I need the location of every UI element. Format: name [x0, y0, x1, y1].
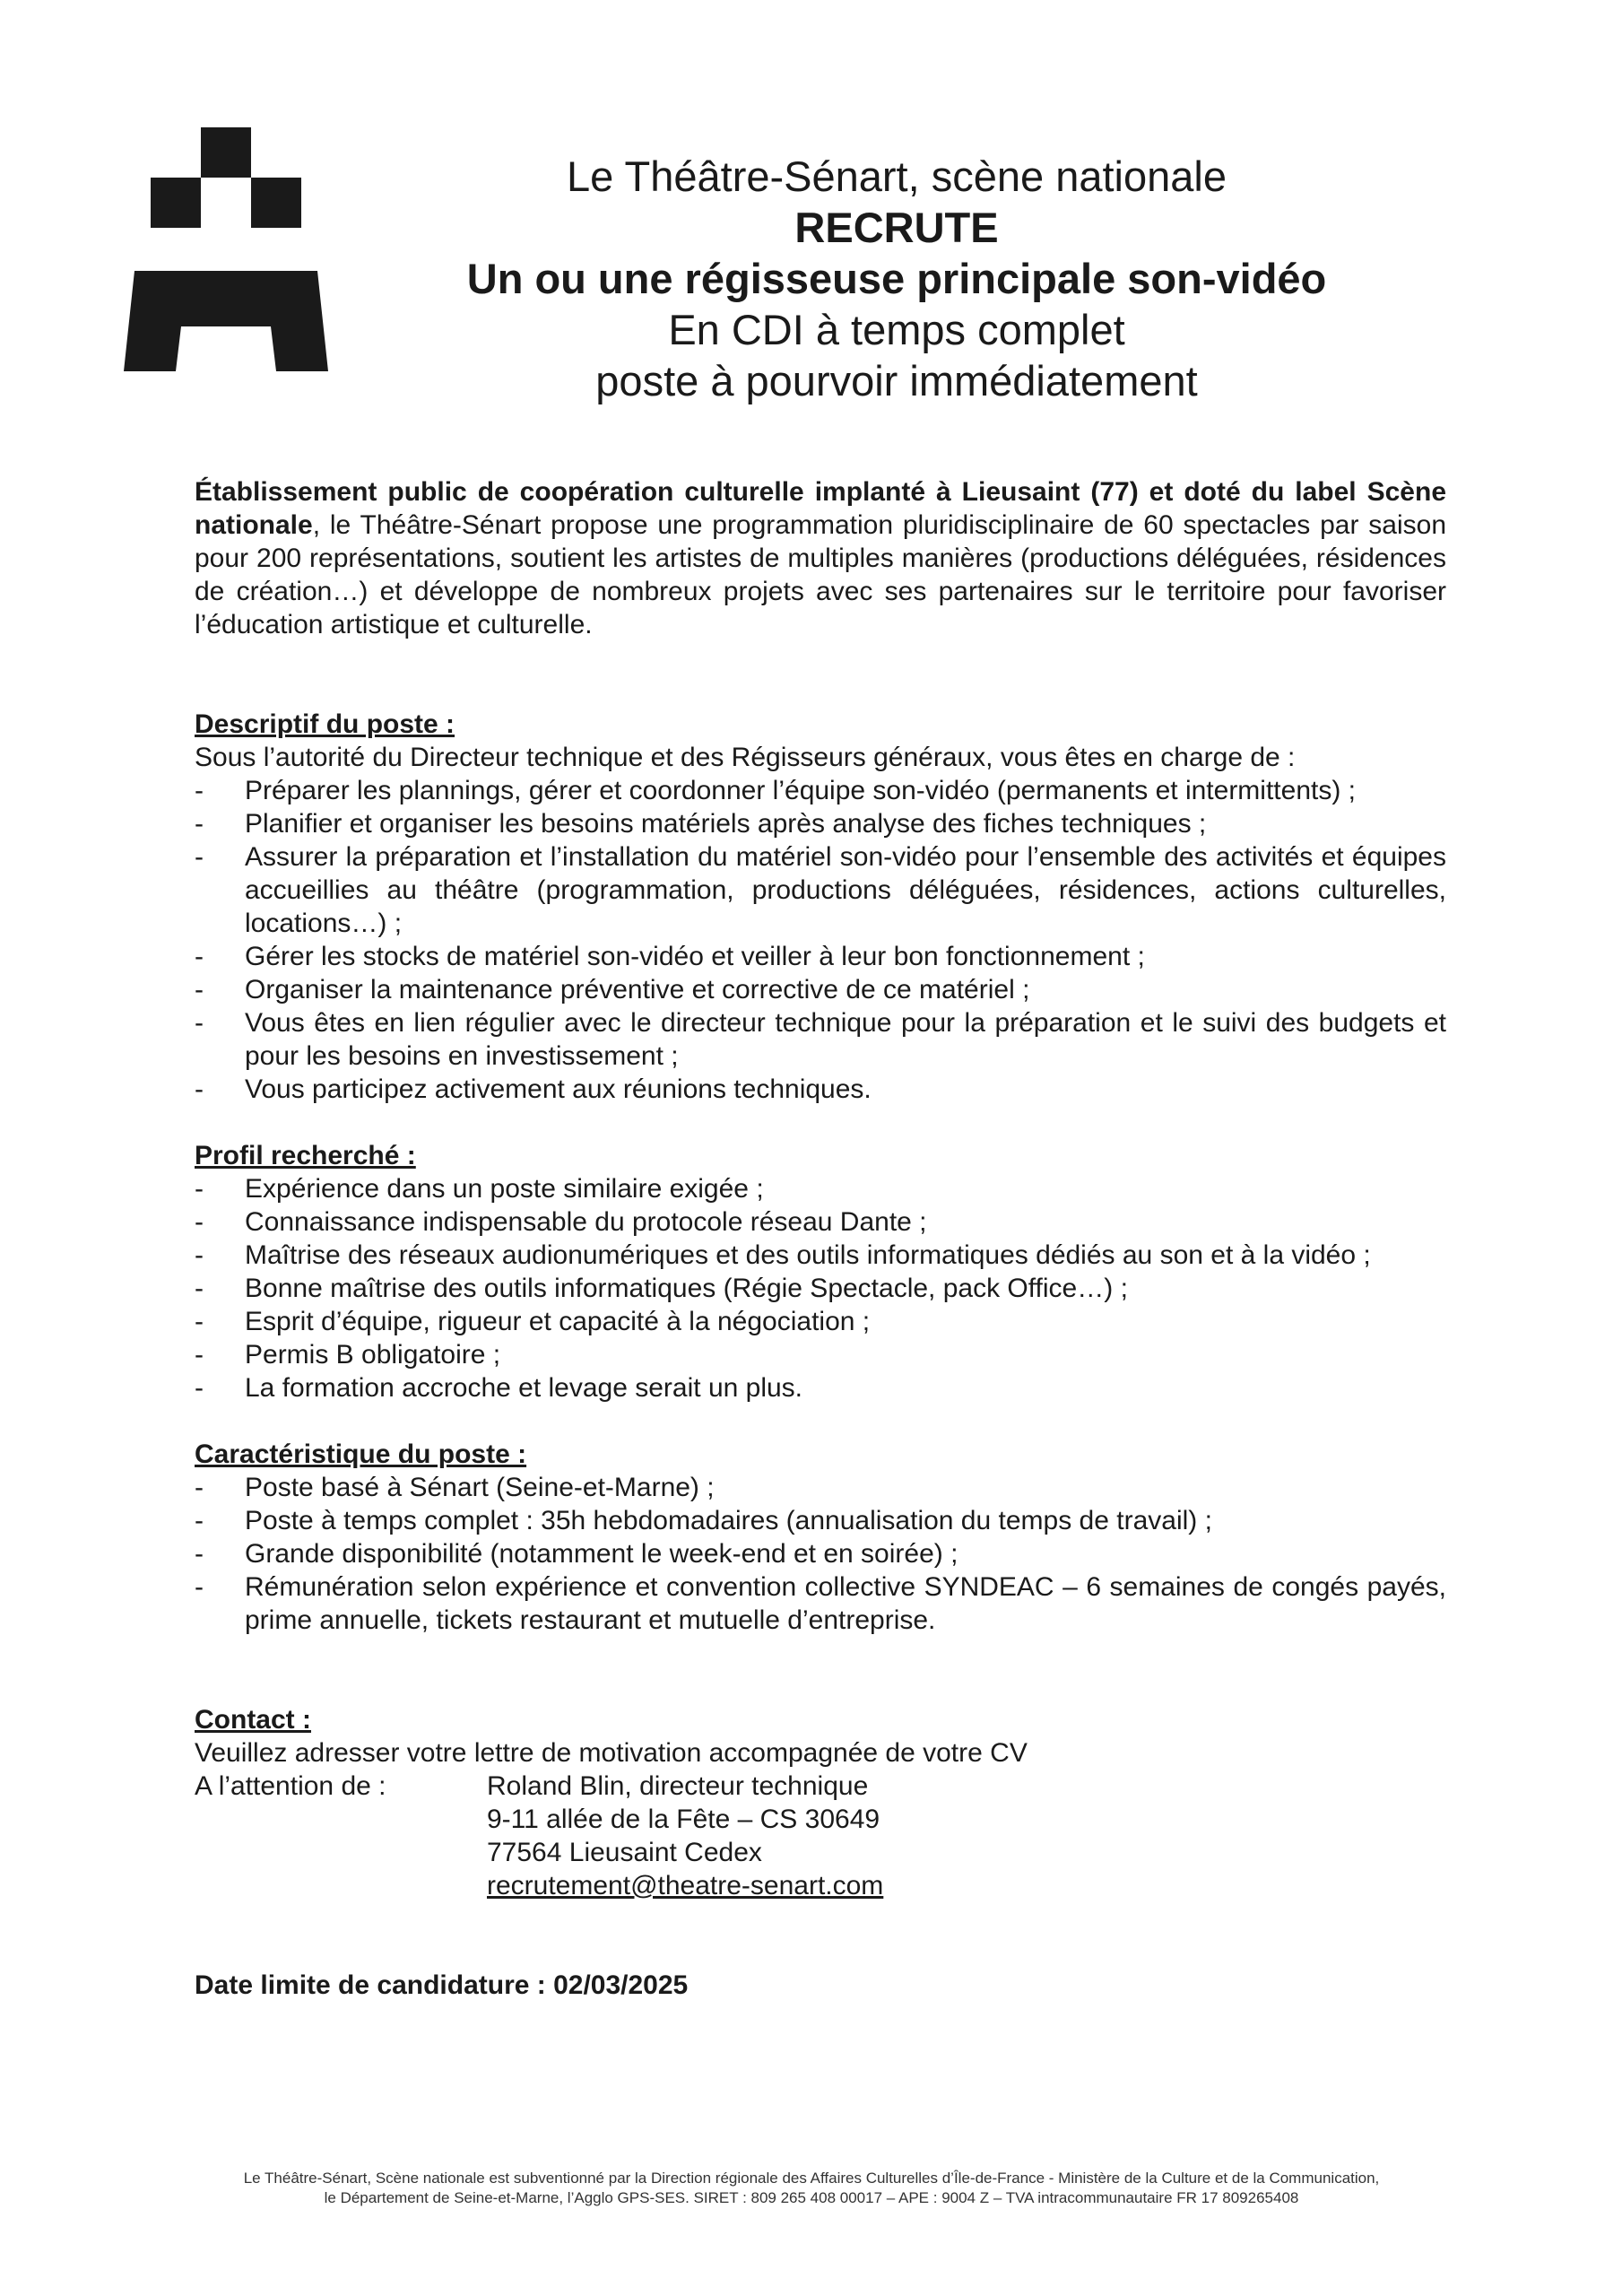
- list-item: - Poste basé à Sénart (Seine-et-Marne) ;: [195, 1471, 1446, 1504]
- contact-name: Roland Blin, directeur technique: [487, 1771, 869, 1801]
- section-caracteristique: [195, 1438, 1446, 1637]
- list-item: - Connaissance indispensable du protocole réseau Dante ;: [195, 1205, 1446, 1239]
- contact-title: Contact :: [195, 1705, 311, 1735]
- contact-address-line1: 9-11 allée de la Fête – CS 30649: [487, 1805, 880, 1834]
- list-item: - Bonne maîtrise des outils informatiques (Régie Spectacle, pack Office…) ;: [195, 1272, 1446, 1305]
- logo-square-left: [151, 178, 201, 228]
- list-item: - Expérience dans un poste similaire exigée ;: [195, 1172, 1446, 1205]
- application-deadline: Date limite de candidature : 02/03/2025: [195, 1970, 689, 2000]
- attention-label: A l’attention de :: [195, 1771, 386, 1801]
- footer-line2: le Département de Seine-et-Marne, l’Agglo GPS-SES. SIRET : 809 265 408 00017 – APE : 9004 Z – TVA intracommunautaire FR 17 809265408: [324, 2189, 1299, 2206]
- intro-bold: Établissement public de coopération culturelle implanté à Lieusaint (77) et doté du label Scène nationale: [195, 477, 1446, 540]
- list-item: - Planifier et organiser les besoins matériels après analyse des fiches techniques ;: [195, 807, 1446, 840]
- intro-paragraph: [195, 475, 1446, 641]
- caracteristique-title: Caractéristique du poste :: [195, 1439, 527, 1469]
- logo-square-top: [201, 127, 251, 178]
- list-item: - Maîtrise des réseaux audionumériques et des outils informatiques dédiés au son et à la vidéo ;: [195, 1239, 1446, 1272]
- theatre-senart-logo: [124, 127, 328, 371]
- list-item: - Vous êtes en lien régulier avec le directeur technique pour la préparation et le suivi des budgets et pour les besoins en investissement ;: [195, 1006, 1446, 1073]
- section-contact: [195, 1703, 1446, 1902]
- contact-email-link[interactable]: recrutement@theatre-senart.com: [487, 1871, 884, 1900]
- header-contract: En CDI à temps complet: [668, 306, 1125, 353]
- list-item: - Rémunération selon expérience et convention collective SYNDEAC – 6 semaines de congés payés, prime annuelle, tickets restaurant et mutuelle d’entreprise.: [195, 1570, 1446, 1637]
- section-descriptif: [195, 708, 1446, 1106]
- header-availability: poste à pourvoir immédiatement: [595, 357, 1198, 404]
- descriptif-title: Descriptif du poste :: [195, 709, 455, 739]
- list-item: - La formation accroche et levage serait un plus.: [195, 1371, 1446, 1405]
- list-item: - Esprit d’équipe, rigueur et capacité à la négociation ;: [195, 1305, 1446, 1338]
- list-item: - Gérer les stocks de matériel son-vidéo et veiller à leur bon fonctionnement ;: [195, 940, 1446, 973]
- list-item: - Permis B obligatoire ;: [195, 1338, 1446, 1371]
- caracteristique-list: [195, 1471, 1446, 1637]
- descriptif-list: [195, 774, 1446, 1106]
- list-item: - Assurer la préparation et l’installation du matériel son-vidéo pour l’ensemble des activités et équipes accueillies au théâtre (programmation, productions déléguées, résidences, actions culturelles, locations…) ;: [195, 840, 1446, 940]
- profil-title: Profil recherché :: [195, 1141, 416, 1170]
- profil-list: [195, 1172, 1446, 1405]
- list-item: - Grande disponibilité (notamment le week-end et en soirée) ;: [195, 1537, 1446, 1570]
- list-item: - Vous participez activement aux réunions techniques.: [195, 1073, 1446, 1106]
- contact-lead: Veuillez adresser votre lettre de motivation accompagnée de votre CV: [195, 1738, 1028, 1768]
- intro-text: , le Théâtre-Sénart propose une programmation pluridisciplinaire de 60 spectacles par saison pour 200 représentations, soutient les artistes de multiples manières (productions déléguées, résidences de création…) et développe de nombreux projets avec ses partenaires sur le territoire pour favoriser l’éducation artistique et culturelle.: [195, 510, 1446, 639]
- list-item: - Préparer les plannings, gérer et coordonner l’équipe son-vidéo (permanents et intermittents) ;: [195, 774, 1446, 807]
- header-job-title: Un ou une régisseuse principale son-vidéo: [466, 255, 1327, 302]
- page-footer: [134, 2169, 1488, 2208]
- footer-line1: Le Théâtre-Sénart, Scène nationale est subventionné par la Direction régionale des Affaires Culturelles d’Île-de-France - Ministère de la Culture et de la Communication,: [243, 2170, 1380, 2187]
- contact-address-line2: 77564 Lieusaint Cedex: [487, 1838, 762, 1867]
- logo-square-right: [251, 178, 301, 228]
- section-profil: [195, 1139, 1446, 1405]
- list-item: - Poste à temps complet : 35h hebdomadaires (annualisation du temps de travail) ;: [195, 1504, 1446, 1537]
- page-header: [359, 151, 1435, 406]
- descriptif-lead: Sous l’autorité du Directeur technique et des Régisseurs généraux, vous êtes en charge de :: [195, 743, 1296, 772]
- logo-arch: [124, 271, 328, 371]
- header-recrute: RECRUTE: [794, 204, 999, 251]
- document-body: [195, 475, 1446, 2002]
- list-item: - Organiser la maintenance préventive et corrective de ce matériel ;: [195, 973, 1446, 1006]
- contact-address-block: [195, 1770, 1446, 1902]
- header-organisation: Le Théâtre-Sénart, scène nationale: [567, 152, 1227, 200]
